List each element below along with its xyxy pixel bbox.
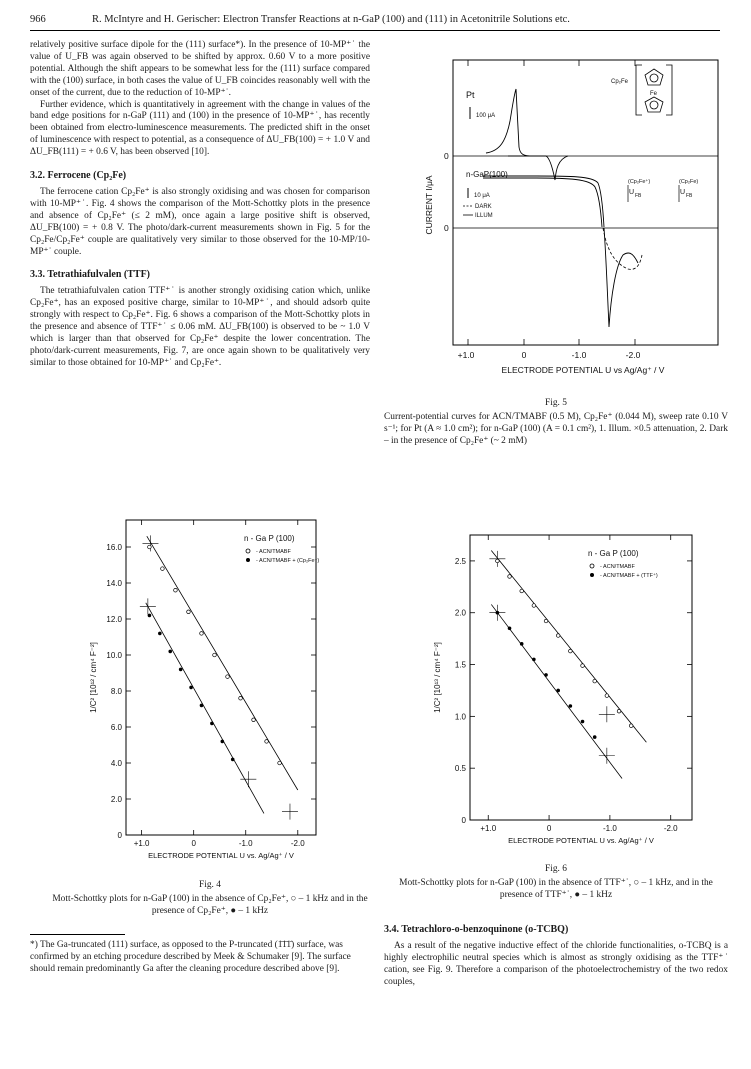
data-point-open xyxy=(148,545,152,549)
plot-frame xyxy=(470,535,692,820)
legend-label: - ACN/TMABF xyxy=(600,564,635,570)
caption-text: Mott-Schottky plots for n-GaP (100) in the absence of Cp₂Fe⁺, ○ – 1 kHz and in the presence of Cp₂Fe⁺, ● – 1 kHz xyxy=(52,893,368,916)
x-axis-label: ELECTRODE POTENTIAL U vs. Ag/Ag⁺ / V xyxy=(148,851,294,860)
data-point-filled xyxy=(189,686,193,690)
data-point-filled xyxy=(508,626,512,630)
y-tick-label: 1.0 xyxy=(454,712,466,722)
x-axis-label: ELECTRODE POTENTIAL U vs Ag/Ag⁺ / V xyxy=(501,365,665,375)
legend-illum: ILLUM xyxy=(475,213,493,219)
data-point-open xyxy=(252,718,256,722)
y-tick-label: 2.0 xyxy=(110,795,122,804)
y-tick-label: 2.0 xyxy=(454,608,466,618)
pt-scale-label: 100 μA xyxy=(476,113,496,119)
data-point-filled xyxy=(148,614,152,618)
figure-6-caption xyxy=(384,864,728,902)
data-point-filled xyxy=(556,689,560,693)
ngap-reduction-curve xyxy=(604,228,638,327)
data-point-open xyxy=(544,619,548,623)
paragraph: Further evidence, which is quantitatively in agreement with the change in values of the band edge positions for n-GaP (111) and (100) in the presence of 10-MP⁺˙, has recently been obtained from electro-luminescence measurements. The predicted shift in the onset of luminescence with respect to potential, as a consequence of ΔU_FB(100) = + 1.0 V and ΔU_FB(111) = + 0.6 V, has been observed [10]. xyxy=(30,99,370,158)
y-tick-label: 12.0 xyxy=(106,615,122,624)
legend-marker-filled xyxy=(246,558,250,562)
x-axis-label: ELECTRODE POTENTIAL U vs. Ag/Ag⁺ / V xyxy=(508,836,654,845)
y-tick-label: 16.0 xyxy=(106,543,122,552)
y-tick-label: 0 xyxy=(117,831,122,840)
x-tick-label: -1.0 xyxy=(238,839,253,848)
ngap-dark-curve xyxy=(603,228,642,269)
ufb-label-u: U xyxy=(629,189,635,196)
chart-title: n - Ga P (100) xyxy=(244,534,295,543)
plot-frame xyxy=(126,520,316,835)
legend-label: - ACN/TMABF xyxy=(256,549,291,555)
data-point-open xyxy=(265,740,269,744)
left-text-column xyxy=(30,40,370,370)
data-point-open xyxy=(520,589,524,593)
y-tick-label: 4.0 xyxy=(110,759,122,768)
x-tick-label: -2.0 xyxy=(290,839,305,848)
cp2fe-label: Cp₂Fe xyxy=(611,79,629,85)
y-tick-label: 14.0 xyxy=(106,579,122,588)
x-tick-label: -1.0 xyxy=(602,824,617,833)
paragraph: The tetrathiafulvalen cation TTF⁺˙ is another strongly oxidising cation which, unlike Cp₂Fe⁺, has an exposed positive charge, similar to 10-MP⁺˙, and should adsorb quite strongly with respect to Cp₂Fe⁺. Fig. 6 shows a comparison of the Mott-Schottky plots in the presence and absence of TTF⁺˙ ≤ 0.06 mM. ΔU_FB(100) is observed to be ~ 1.0 V which is larger than that observed for Cp₂Fe⁺ despite the lower concentration. The photo/dark-current measurements, Fig. 7, are once again shown to be qualitatively very similar to those obtained for 10-MP⁺˙ and Cp₂Fe⁺. xyxy=(30,286,370,368)
plot-frame xyxy=(453,60,718,345)
figure-5-current-potential xyxy=(418,55,728,390)
data-point-filled xyxy=(158,632,162,636)
scale-label: 10 μA xyxy=(474,193,490,199)
fe-label: Fe xyxy=(650,91,658,97)
paragraph: relatively positive surface dipole for the (111) surface*). In the presence of 10-MP⁺˙ the value of U_FB was again observed to be shifted by approx. 0.60 V to a more positive potential. Although the shift appears to be somewhat less for the (111) surface compared with the (100) surface, in both cases the value of U_FB coincides reasonably well with the onset of the current, due to the reduction of 10-MP⁺˙. xyxy=(30,40,370,98)
y-tick-label: 10.0 xyxy=(106,651,122,660)
section-heading: 3.4. Tetrachloro-o-benzoquinone (o-TCBQ) xyxy=(384,924,569,935)
y-tick-label: 6.0 xyxy=(110,723,122,732)
legend-label: - ACN/TMABF + (Cp₂Fe⁺) xyxy=(256,558,320,564)
ngap-illum-curve-1 xyxy=(483,176,604,227)
x-tick-label: -2.0 xyxy=(625,350,641,360)
legend-label: - ACN/TMABF + (TTF⁺) xyxy=(600,573,658,579)
figure-5-caption xyxy=(384,398,728,448)
running-title: R. McIntyre and H. Gerischer: Electron Transfer Reactions at n-GaP (100) and (111) in Acetonitrile Solutions etc. xyxy=(92,14,570,25)
figure-number: Fig. 4 xyxy=(199,880,221,890)
legend-dark: DARK xyxy=(475,204,492,210)
footnote: *) The Ga-truncated (111) surface, as opposed to the P-truncated (1̄1̄1̄) surface, was confirmed by an etching procedure described by Meek & Schumaker [9]. The surface should remain predominantly Ga after the cleaning procedure described above [9]. xyxy=(30,940,351,974)
data-point-open xyxy=(629,724,633,728)
x-ticks xyxy=(468,60,635,345)
fit-line xyxy=(491,604,622,778)
data-point-open xyxy=(278,761,282,765)
y-tick-label: 0.5 xyxy=(454,764,466,774)
zero-label: 0 xyxy=(444,151,449,161)
section-heading: 3.3. Tetrathiafulvalen (TTF) xyxy=(30,269,151,281)
legend-marker-open xyxy=(590,564,594,568)
data-point-filled xyxy=(179,668,183,672)
y-tick-label: 0 xyxy=(461,816,466,825)
header-rule xyxy=(30,30,720,31)
y-axis-label: 1/C² [10¹³ / cm⁴ F⁻²] xyxy=(433,642,442,713)
data-point-open xyxy=(496,559,500,563)
pt-cv-curve xyxy=(486,89,568,180)
figure-4-mott-schottky xyxy=(78,515,348,870)
data-point-filled xyxy=(520,642,524,646)
x-tick-label: +1.0 xyxy=(457,350,475,360)
section-heading: 3.2. Ferrocene (Cp₂Fe) xyxy=(30,170,127,182)
data-point-open xyxy=(581,664,585,668)
data-point-filled xyxy=(231,758,235,762)
data-point-open xyxy=(213,653,217,657)
x-tick-label: -1.0 xyxy=(571,350,587,360)
x-tick-label: -2.0 xyxy=(663,824,678,833)
legend-marker-open xyxy=(246,549,250,553)
pt-label: Pt xyxy=(466,90,475,100)
legend-marker-filled xyxy=(590,573,594,577)
fit-line xyxy=(147,536,298,790)
data-point-open xyxy=(508,575,512,579)
data-point-open xyxy=(161,567,165,571)
x-tick-label: 0 xyxy=(546,824,552,833)
y-tick-label: 8.0 xyxy=(110,687,122,696)
ufb-label-1: (Cp₂Fe⁺) xyxy=(628,179,651,185)
zero-label: 0 xyxy=(444,223,449,233)
data-point-filled xyxy=(593,735,597,739)
data-point-open xyxy=(200,632,204,636)
y-tick-label: 2.5 xyxy=(454,556,466,566)
data-point-filled xyxy=(210,722,214,726)
data-point-filled xyxy=(221,740,225,744)
y-axis-label: CURRENT I/μA xyxy=(424,175,434,235)
data-point-filled xyxy=(168,650,172,654)
ufb-label-2: (Cp₂Fe) xyxy=(679,179,699,185)
data-point-filled xyxy=(200,704,204,708)
right-bottom-section xyxy=(384,924,728,989)
ferrocene-structure-icon xyxy=(636,65,672,115)
data-point-filled xyxy=(532,658,536,662)
data-point-filled xyxy=(569,704,573,708)
data-point-open xyxy=(187,610,191,614)
data-point-open xyxy=(593,679,597,683)
data-point-open xyxy=(569,649,573,653)
figure-number: Fig. 6 xyxy=(545,864,567,874)
data-point-open xyxy=(617,709,621,713)
data-point-filled xyxy=(496,611,500,615)
ufb-label-u: U xyxy=(680,189,686,196)
ngap-illum-curve-2 xyxy=(483,178,602,227)
page-number: 966 xyxy=(30,14,46,25)
y-axis-label: 1/C² [10¹² / cm⁴ F⁻²] xyxy=(89,642,98,713)
data-point-filled xyxy=(581,720,585,724)
ufb-label-sub: FB xyxy=(635,193,642,199)
figure-6-mott-schottky xyxy=(430,530,700,860)
figure-4-caption xyxy=(40,880,380,918)
caption-text: Current-potential curves for ACN/TMABF (0.5 M), Cp₂Fe⁺ (0.044 M), sweep rate 0.10 V s⁻¹; for Pt (A ≈ 1.0 cm²); for n-GaP (100) (A = 0.1 cm²), 1. Illum. ×0.5 attenuation, 2. Dark – in the presence of Cp₂Fe⁺ (~ 2 mM) xyxy=(384,411,728,446)
data-point-open xyxy=(556,634,560,638)
x-tick-label: +1.0 xyxy=(133,839,150,848)
y-tick-label: 1.5 xyxy=(454,660,466,670)
caption-text: Mott-Schottky plots for n-GaP (100) in the absence of TTF⁺˙, ○ – 1 kHz, and in the presence of TTF⁺˙, ● – 1 kHz xyxy=(399,877,713,900)
paragraph: As a result of the negative inductive effect of the chloride functionalities, o-TCBQ is a highly electrophilic neutral species which is almost as strongly oxidising as the TTF⁺˙ cation, see Fig. 9. Therefore a comparison of the photoelectrochemistry of the two redox couples, xyxy=(384,940,728,987)
ngap-label: n-GaP(100) xyxy=(466,170,508,179)
x-tick-label: 0 xyxy=(521,350,527,360)
data-point-open xyxy=(174,588,178,592)
data-point-filled xyxy=(544,673,548,677)
chart-title: n - Ga P (100) xyxy=(588,549,639,558)
data-point-open xyxy=(532,604,536,608)
ufb-label-sub: FB xyxy=(686,193,693,199)
figure-number: Fig. 5 xyxy=(545,398,567,408)
data-point-open xyxy=(605,694,609,698)
footnote-rule xyxy=(30,934,125,935)
data-point-open xyxy=(226,675,230,679)
x-tick-label: 0 xyxy=(191,839,196,848)
paragraph: The ferrocene cation Cp₂Fe⁺ is also strongly oxidising and was chosen for comparison with 10-MP⁺˙. Fig. 4 shows the comparison of the Mott-Schottky plots in the presence and absence of Cp₂Fe⁺ (≤ 2 mM), once again a large positive shift is observed, ΔU_FB(100) = + 0.8 V. The photo/dark-current measurements shown in Fig. 5 for the Cp₂Fe/Cp₂Fe⁺ couple are qualitatively very similar to those observed for the 10-MP/10-MP⁺˙ couple. xyxy=(30,186,370,257)
x-tick-label: +1.0 xyxy=(480,824,497,833)
fit-line xyxy=(491,551,646,743)
data-point-open xyxy=(239,696,243,700)
